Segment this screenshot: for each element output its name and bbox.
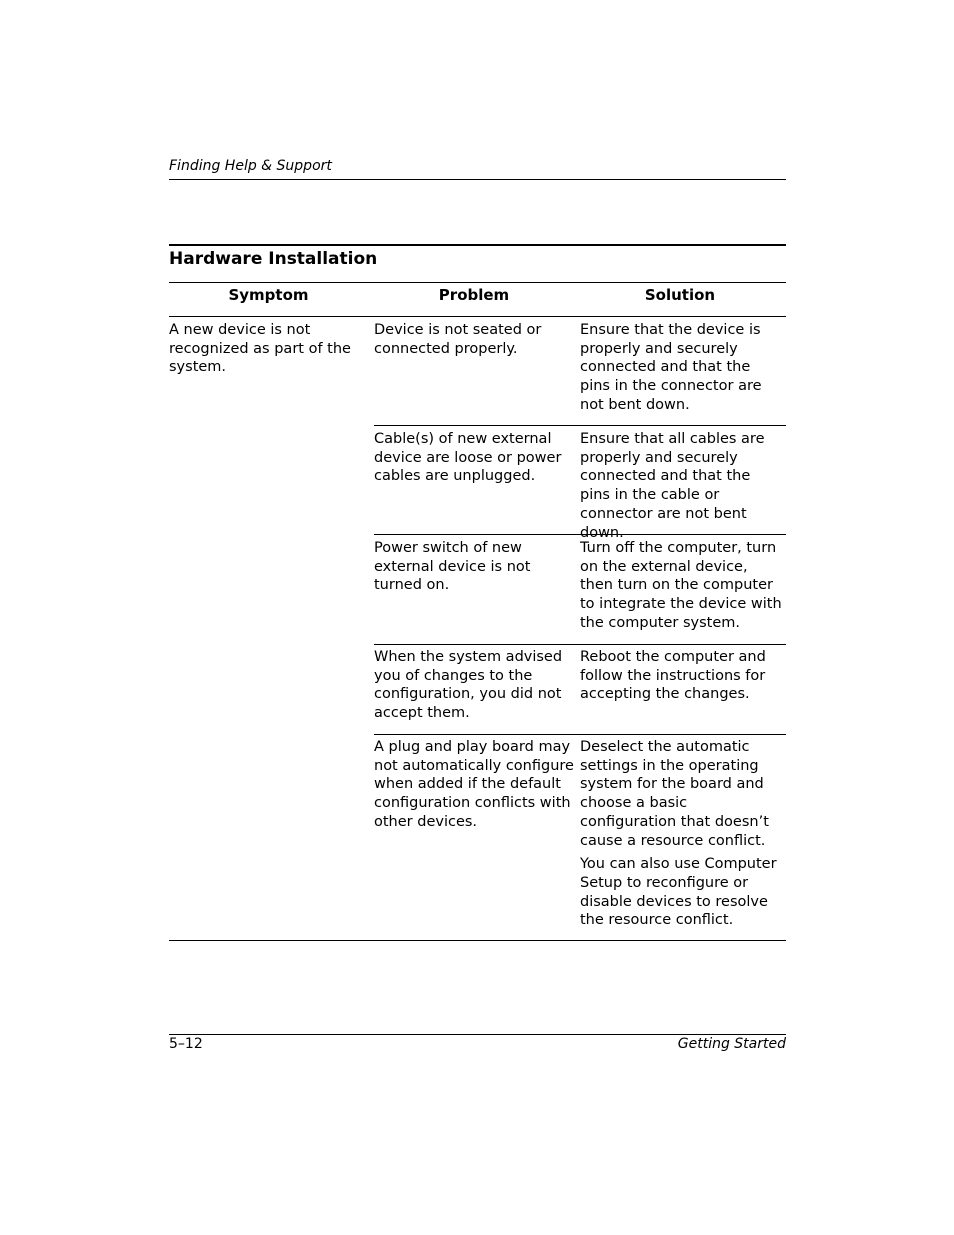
section-title: Hardware Installation bbox=[169, 249, 378, 269]
table-bottom-divider bbox=[169, 940, 786, 941]
problem-cell-4: When the system advised you of changes to the configuration, you did not accept them. bbox=[374, 649, 563, 722]
problem-cell-2: Cable(s) of new external device are loose or power cables are unplugged. bbox=[374, 431, 562, 485]
solution-cell-4: Reboot the computer and follow the instructions for accepting the changes. bbox=[580, 649, 766, 703]
column-header-symptom: Symptom bbox=[228, 286, 309, 304]
footer-divider bbox=[169, 1034, 786, 1035]
row-divider-3 bbox=[374, 644, 786, 645]
running-header: Finding Help & Support bbox=[169, 158, 332, 174]
solution-cell-3: Turn off the computer, turn on the external device, then turn on the computer to integrate the device with the computer system. bbox=[580, 540, 782, 631]
row-divider-4 bbox=[374, 734, 786, 735]
symptom-cell: A new device is not recognized as part of the system. bbox=[169, 322, 351, 376]
solution-cell-5 bbox=[580, 738, 784, 930]
solution-cell-2: Ensure that all cables are properly and securely connected and that the pins in the cable or connector are not bent down. bbox=[580, 431, 765, 541]
problem-cell-5: A plug and play board may not automatically configure when added if the default configuration conflicts with other devices. bbox=[374, 739, 574, 830]
solution-cell-1: Ensure that the device is properly and securely connected and that the pins in the connector are not bent down. bbox=[580, 322, 762, 413]
section-top-divider bbox=[169, 244, 786, 246]
row-divider-2 bbox=[374, 534, 786, 535]
column-header-problem: Problem bbox=[438, 286, 510, 304]
header-divider bbox=[169, 179, 786, 180]
page-number: 5–12 bbox=[169, 1036, 203, 1052]
column-header-solution: Solution bbox=[644, 286, 716, 304]
footer-book-title: Getting Started bbox=[677, 1036, 786, 1052]
row-divider-1 bbox=[374, 425, 786, 426]
title-divider bbox=[169, 282, 786, 283]
solution-cell-5-paragraph-1: Deselect the automatic settings in the operating system for the board and choose a basic configuration that doesn’t cause a resource conflict. bbox=[580, 739, 769, 849]
table-header-divider bbox=[169, 316, 786, 317]
problem-cell-1: Device is not seated or connected properly. bbox=[374, 322, 542, 357]
problem-cell-3: Power switch of new external device is not turned on. bbox=[374, 540, 531, 594]
solution-cell-5-paragraph-2: You can also use Computer Setup to reconfigure or disable devices to resolve the resource conflict. bbox=[580, 856, 777, 929]
